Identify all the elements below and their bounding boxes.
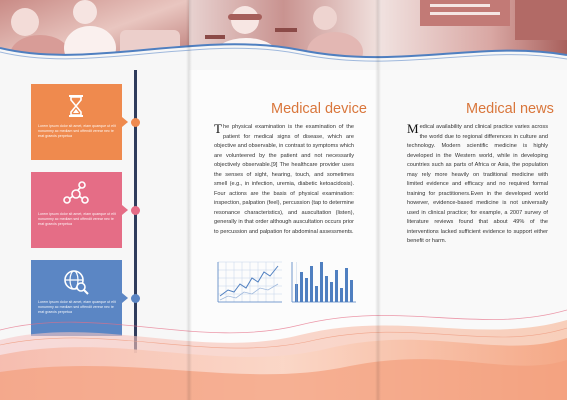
header-photo [0, 0, 567, 70]
molecule-icon [62, 180, 90, 208]
info-box-1-pointer [122, 117, 128, 127]
fold-shadow-right [375, 0, 381, 400]
info-box-3 [31, 260, 122, 336]
medical-news-text: edical availability and clinical practice varies across the world due to regional differences in culture and technology. Modern scientific medicine is highly developed in the Western world, while in developing countries such as parts of Africa or Asia, the population may rely more heavily on traditional medicine with limited evidence and efficacy and no required formal training for practitioners.Even in the developed world however, evidence-based medicine is not universally used in clinical practice; for example, a 2007 survey of literature reviews found that about 49% of the interventions lacked sufficient evidence to support either benefit or harm. [407, 124, 548, 244]
medical-device-heading: Medical device [271, 101, 367, 117]
info-box-2-pointer [122, 205, 128, 215]
globe-search-icon [62, 268, 90, 296]
timeline-dot-3 [131, 294, 140, 303]
info-box-2-text: Lorem ipsum dolor sit amet, eiam quaeque ut elit nonummy ac mediam sed offendit verear nec te erat graecis perpetua [38, 212, 116, 226]
info-box-3-pointer [122, 293, 128, 303]
fold-shadow-left [186, 0, 192, 400]
medical-device-drop-cap: T [214, 121, 222, 136]
info-box-1-text: Lorem ipsum dolor sit amet, eiam quaeque ut elit nonummy ac mediam sed offendit verear nec te erat graecis perpetua [38, 124, 116, 138]
timeline-dot-2 [131, 206, 140, 215]
timeline-dot-1 [131, 118, 140, 127]
info-box-1 [31, 84, 122, 160]
medical-device-text: he physical examination is the examination of the patient for medical signs of disease, which are objective and observable, in contrast to symptoms which are volunteered by the patient and not necessarily objectively observable.[9] The healthcare provider uses the senses of sight, hearing, touch, and sometimes smell (e.g., in infection, uremia, diabetic ketoacidosis). Four actions are the basis of physical examination: inspection, palpation (feel), percussion (tap to determine resonance characteristics), and auscultation (listen), generally in that order although auscultation occurs prior to percussion and palpation for abdominal assessments. [214, 124, 354, 235]
medical-news-drop-cap: M [407, 121, 419, 136]
medical-news-heading: Medical news [466, 101, 554, 117]
info-box-3-text: Lorem ipsum dolor sit amet, eiam quaeque ut elit nonummy ac mediam sed offendit verear nec te erat graecis perpetua [38, 300, 116, 314]
header-photo-banner [0, 0, 567, 70]
medical-device-body [214, 123, 354, 237]
medical-news-body [407, 123, 548, 247]
info-box-2 [31, 172, 122, 248]
hourglass-icon [62, 92, 90, 120]
